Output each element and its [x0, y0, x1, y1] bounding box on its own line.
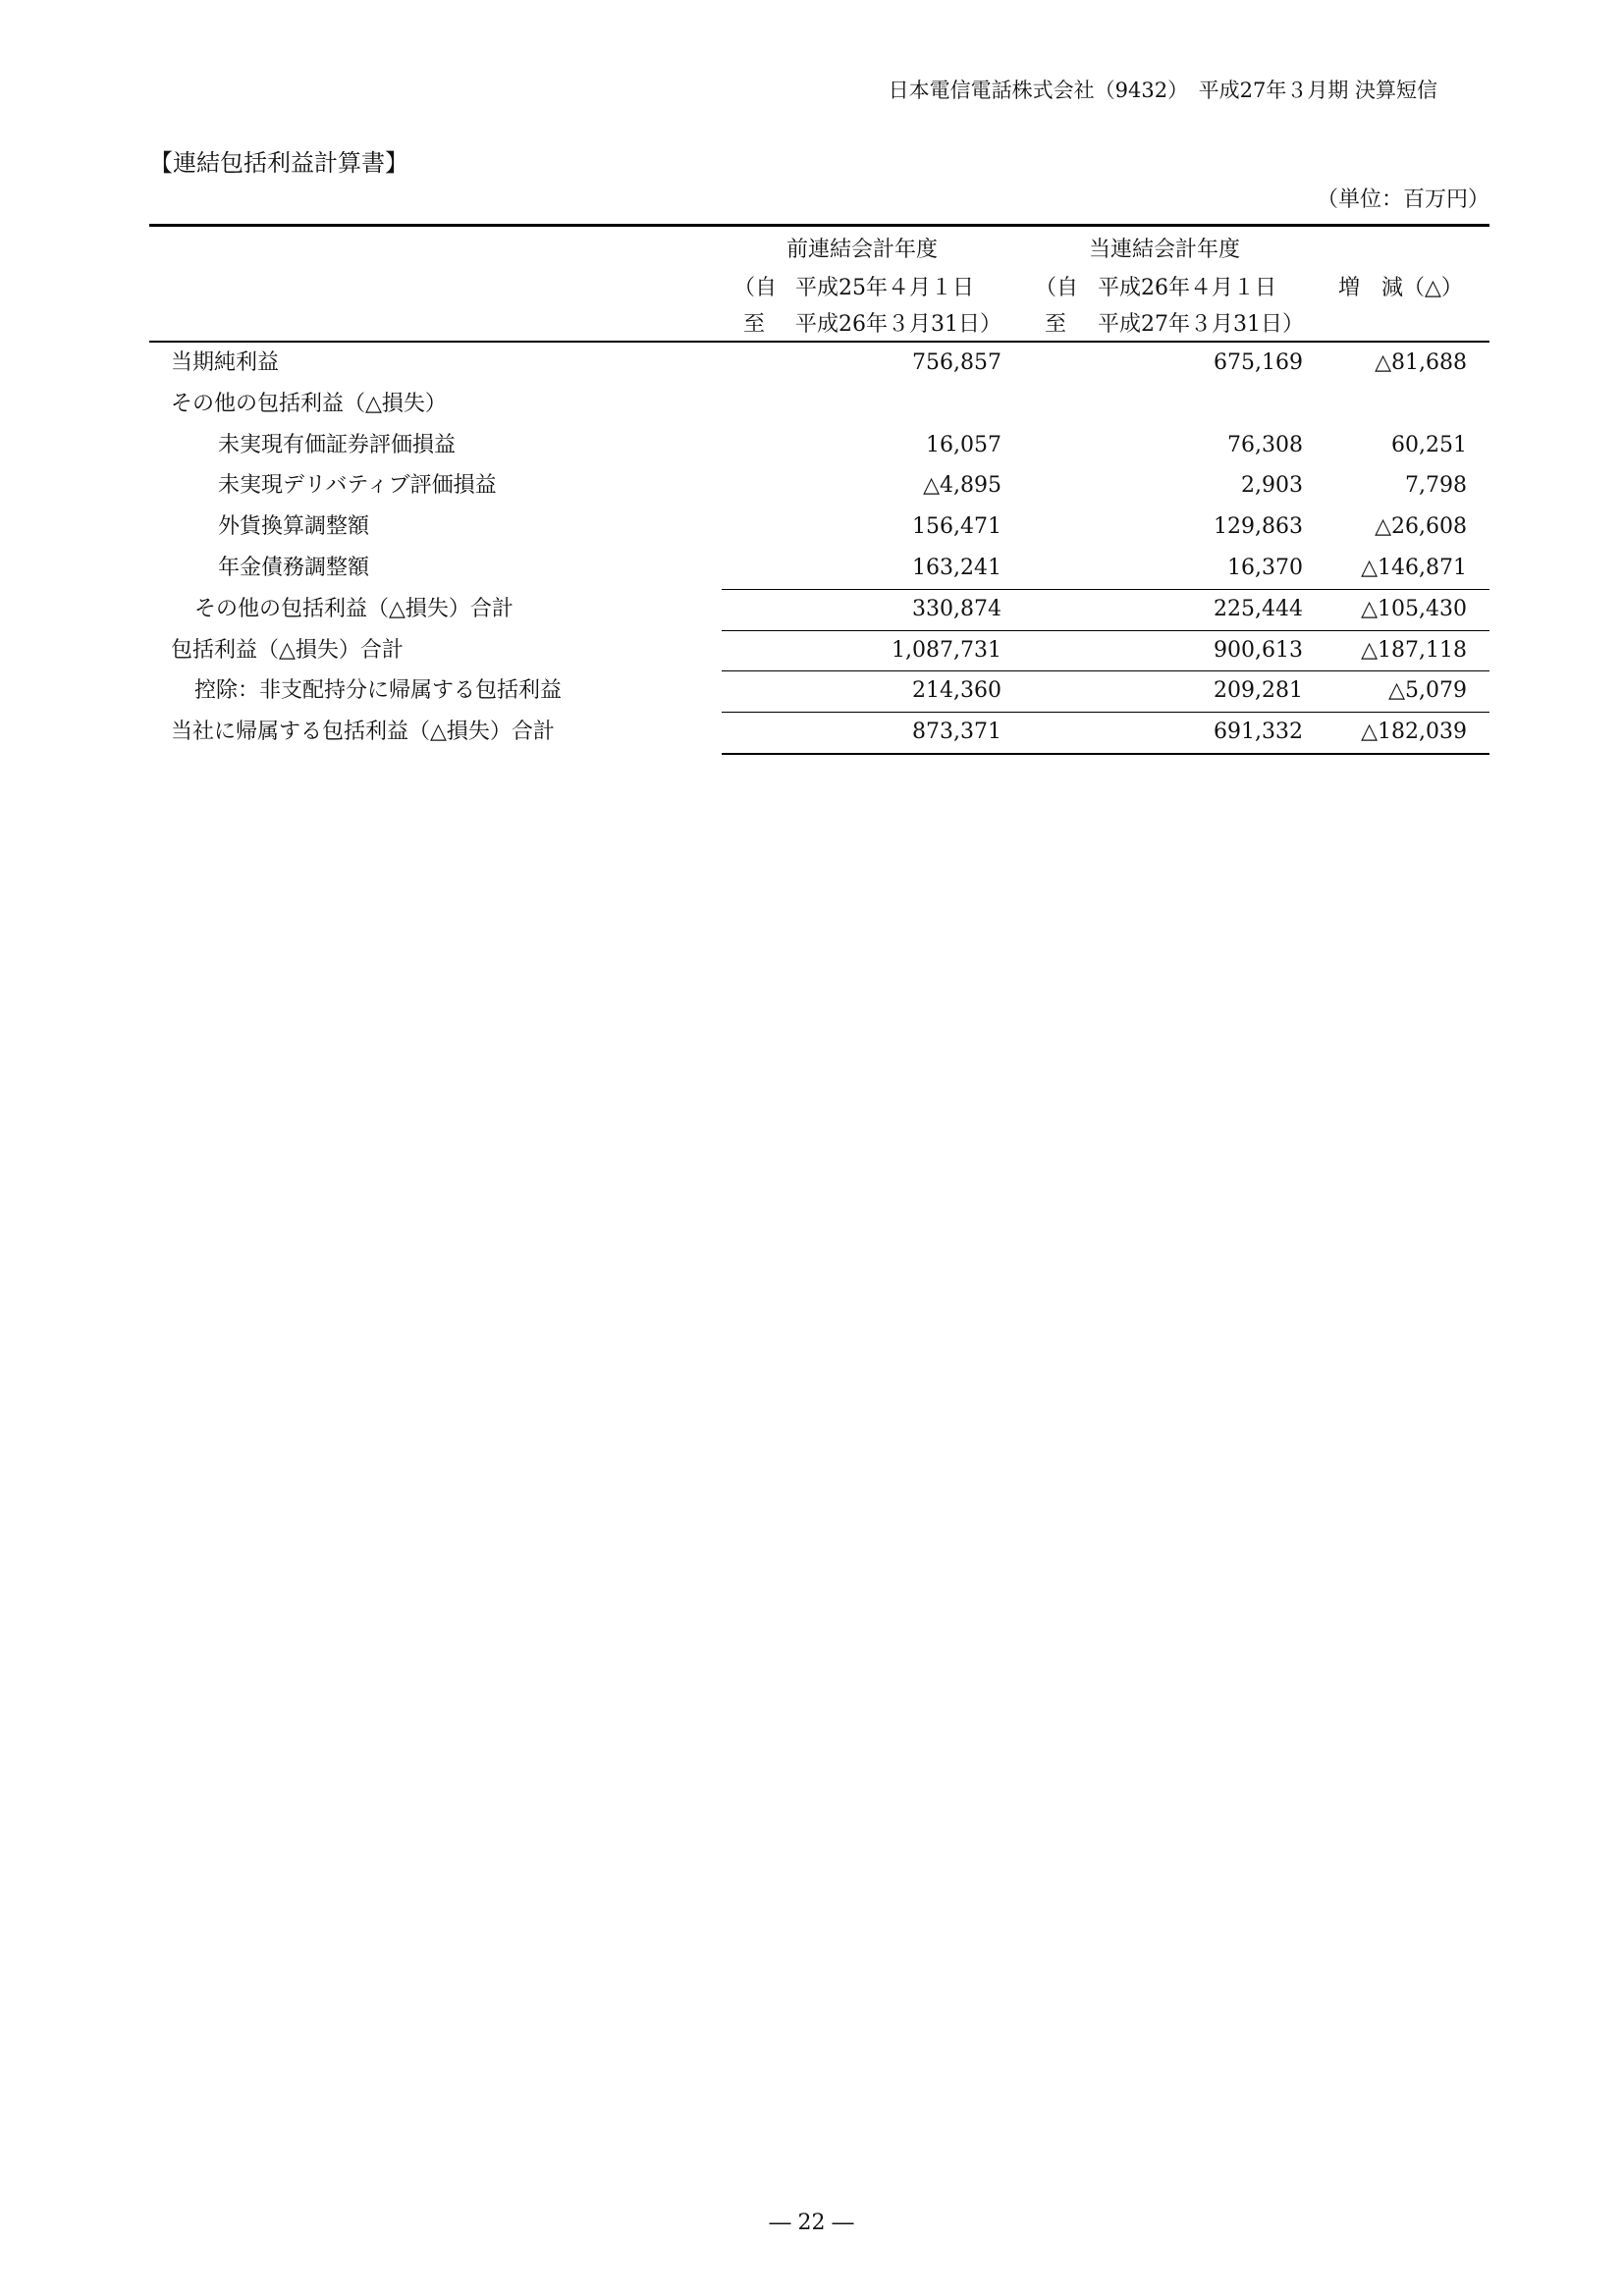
prev-value: △4,895 — [923, 473, 1001, 499]
prev-value: 756,857 — [912, 350, 1001, 375]
curr-value: 16,370 — [1227, 555, 1303, 580]
table-row — [149, 670, 1489, 712]
curr-from-date: 平成26年４月１日 — [1098, 276, 1276, 300]
row-label: 外貨換算調整額 — [218, 514, 370, 540]
curr-value: 900,613 — [1214, 637, 1303, 663]
prev-to-date: 平成26年３月31日） — [795, 312, 1001, 337]
curr-from-prefix: （自 — [1035, 276, 1079, 300]
prev-to-prefix: 至 — [743, 312, 766, 337]
change-value: 7,798 — [1405, 473, 1467, 499]
row-label: その他の包括利益（△損失） — [171, 391, 447, 416]
prev-value: 873,371 — [912, 720, 1001, 745]
prev-from-prefix: （自 — [733, 276, 778, 300]
curr-value: 76,308 — [1227, 432, 1303, 457]
statement-title: 【連結包括利益計算書】 — [149, 149, 408, 177]
company-header: 日本電信電話株式会社（9432） 平成27年３月期 決算短信 — [888, 79, 1437, 102]
prev-value: 16,057 — [926, 432, 1001, 457]
change-value: △182,039 — [1361, 720, 1467, 745]
prev-value: 1,087,731 — [892, 637, 1001, 663]
subtotal-rule — [722, 670, 1489, 671]
row-label: 控除：非支配持分に帰属する包括利益 — [194, 678, 563, 704]
prev-value: 214,360 — [912, 678, 1001, 704]
change-value: △146,871 — [1361, 555, 1467, 580]
table-row — [149, 465, 1489, 507]
curr-value: 2,903 — [1241, 473, 1303, 499]
table-row — [149, 630, 1489, 671]
row-label: 未実現有価証券評価損益 — [218, 432, 457, 457]
curr-value: 129,863 — [1214, 514, 1303, 540]
prev-value: 156,471 — [912, 514, 1001, 540]
curr-to-date: 平成27年３月31日） — [1098, 312, 1304, 337]
curr-value: 675,169 — [1214, 350, 1303, 375]
change-value: △81,688 — [1375, 350, 1467, 375]
page-number: ― 22 ― — [769, 2211, 854, 2235]
change-value: 60,251 — [1391, 432, 1467, 457]
change-value: △5,079 — [1388, 678, 1467, 704]
prev-from-date: 平成25年４月１日 — [795, 276, 974, 300]
table-row — [149, 712, 1489, 753]
unit-label: （単位：百万円） — [1316, 187, 1489, 212]
table-row — [149, 589, 1489, 630]
comprehensive-income-table — [149, 224, 1489, 753]
row-label: 当社に帰属する包括利益（△損失）合計 — [171, 720, 555, 745]
row-label: 未実現デリバティブ評価損益 — [218, 473, 497, 499]
curr-to-prefix: 至 — [1045, 312, 1067, 337]
curr-value: 209,281 — [1214, 678, 1303, 704]
row-label: 年金債務調整額 — [218, 555, 370, 580]
row-label: 包括利益（△損失）合計 — [171, 637, 404, 663]
prev-year-heading: 前連結会計年度 — [786, 238, 939, 262]
change-heading: 増 減（△） — [1338, 276, 1463, 300]
table-row — [149, 507, 1489, 548]
curr-value: 225,444 — [1214, 596, 1303, 621]
total-rule — [722, 753, 1489, 755]
table-header — [149, 227, 1489, 343]
prev-value: 330,874 — [912, 596, 1001, 621]
table-row — [149, 425, 1489, 466]
change-value: △105,430 — [1361, 596, 1467, 621]
row-label: 当期純利益 — [171, 350, 280, 375]
table-row — [149, 343, 1489, 384]
row-label: その他の包括利益（△損失）合計 — [194, 596, 514, 621]
curr-year-heading: 当連結会計年度 — [1089, 238, 1241, 262]
table-row — [149, 384, 1489, 425]
table-row — [149, 548, 1489, 589]
change-value: △187,118 — [1361, 637, 1467, 663]
curr-value: 691,332 — [1214, 720, 1303, 745]
prev-value: 163,241 — [912, 555, 1001, 580]
change-value: △26,608 — [1375, 514, 1467, 540]
